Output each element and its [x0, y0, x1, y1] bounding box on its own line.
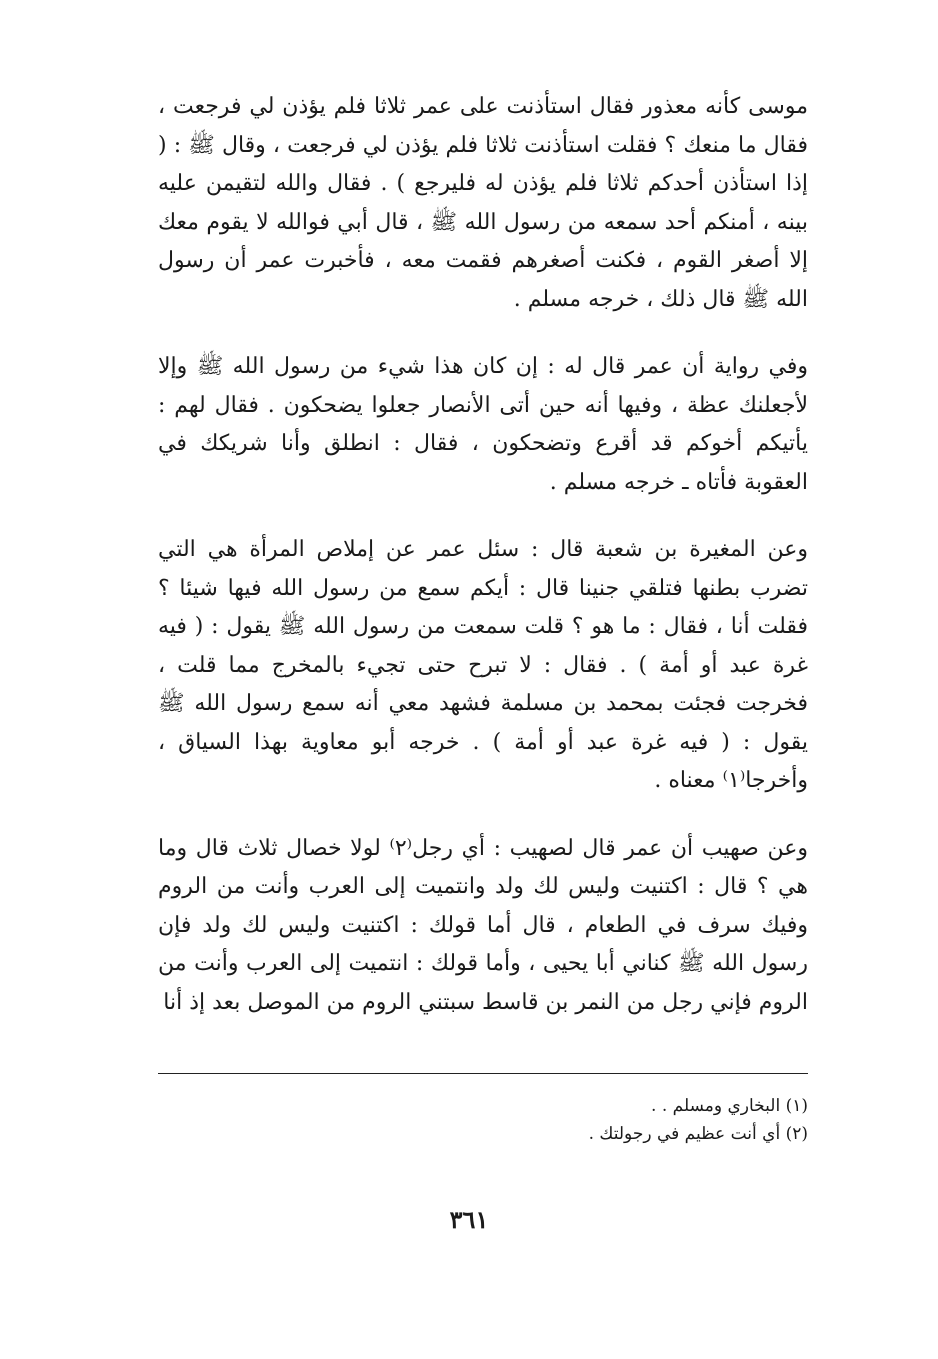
page-number: ٣٦١ — [449, 1205, 489, 1234]
footnote-divider — [158, 1073, 808, 1074]
footnote-1: (١) البخاري ومسلم . . — [651, 1096, 808, 1116]
paragraph-3: وعن المغيرة بن شعبة قال : سئل عمر عن إملاص المرأة هي التي تضرب بطنها فتلقي جنينا قال : أيكم سمع من رسول الله فيها شيئا ؟ فقلت أنا ، فقال : ما هو ؟ قلت سمعت من رسول الله ﷺ يقول : ( فيه غرة عبد أو أمة ) . فقال : لا تبرح حتى تجيء بالمخرج مما قلت ، فخرجت فجئت بمحمد بن مسلمة فشهد معي أنه سمع رسول الله ﷺ يقول : ( فيه غرة عبد أو أمة ) . خرجه أبو معاوية بهذا السياق ، وأخرجا⁽١⁾ معناه . — [158, 537, 808, 793]
footnotes — [158, 1092, 808, 1148]
main-text — [158, 88, 808, 1022]
footnote-2: (٢) أي أنت عظيم في رجولتك . — [588, 1124, 808, 1144]
paragraph-2: وفي رواية أن عمر قال له : إن كان هذا شيء من رسول الله ﷺ وإلا لأجعلنك عظة ، وفيها أنه حين أتى الأنصار جعلوا يضحكون . فقال لهم : يأتيكم أخوكم قد أقرع وتضحكون ، فقال : انطلق وأنا شريكك في العقوبة فأتاه ـ خرجه مسلم . — [158, 354, 808, 495]
paragraph-4: وعن صهيب أن عمر قال لصهيب : أي رجل⁽٢⁾ لولا خصال ثلاث قال وما هي ؟ قال : اكتنيت وليس لك ولد وانتميت إلى العرب وأنت من الروم وفيك سرف في الطعام ، قال أما قولك : اكتنيت وليس لك ولد فإن رسول الله ﷺ كناني أبا يحيى ، وأما قولك : انتميت إلى العرب وأنت من الروم فإني رجل من النمر بن قاسط سبتني الروم من الموصل بعد إذ أنا — [158, 835, 808, 1015]
paragraph-1: موسى كأنه معذور فقال استأذنت على عمر ثلاثا فلم يؤذن لي فرجعت ، فقال ما منعك ؟ فقلت استأذنت ثلاثا فلم يؤذن لي فرجعت ، وقال ﷺ : ( إذا استأذن أحدكم ثلاثا فلم يؤذن له فليرجع ) . فقال والله لتقيمن عليه بينه ، أمنكم أحد سمعه من رسول الله ﷺ ، قال أبي فوالله لا يقوم معك إلا أصغر القوم ، فكنت أصغرهم فقمت معه ، فأخبرت عمر أن رسول الله ﷺ قال ذلك ، خرجه مسلم . — [158, 94, 808, 312]
